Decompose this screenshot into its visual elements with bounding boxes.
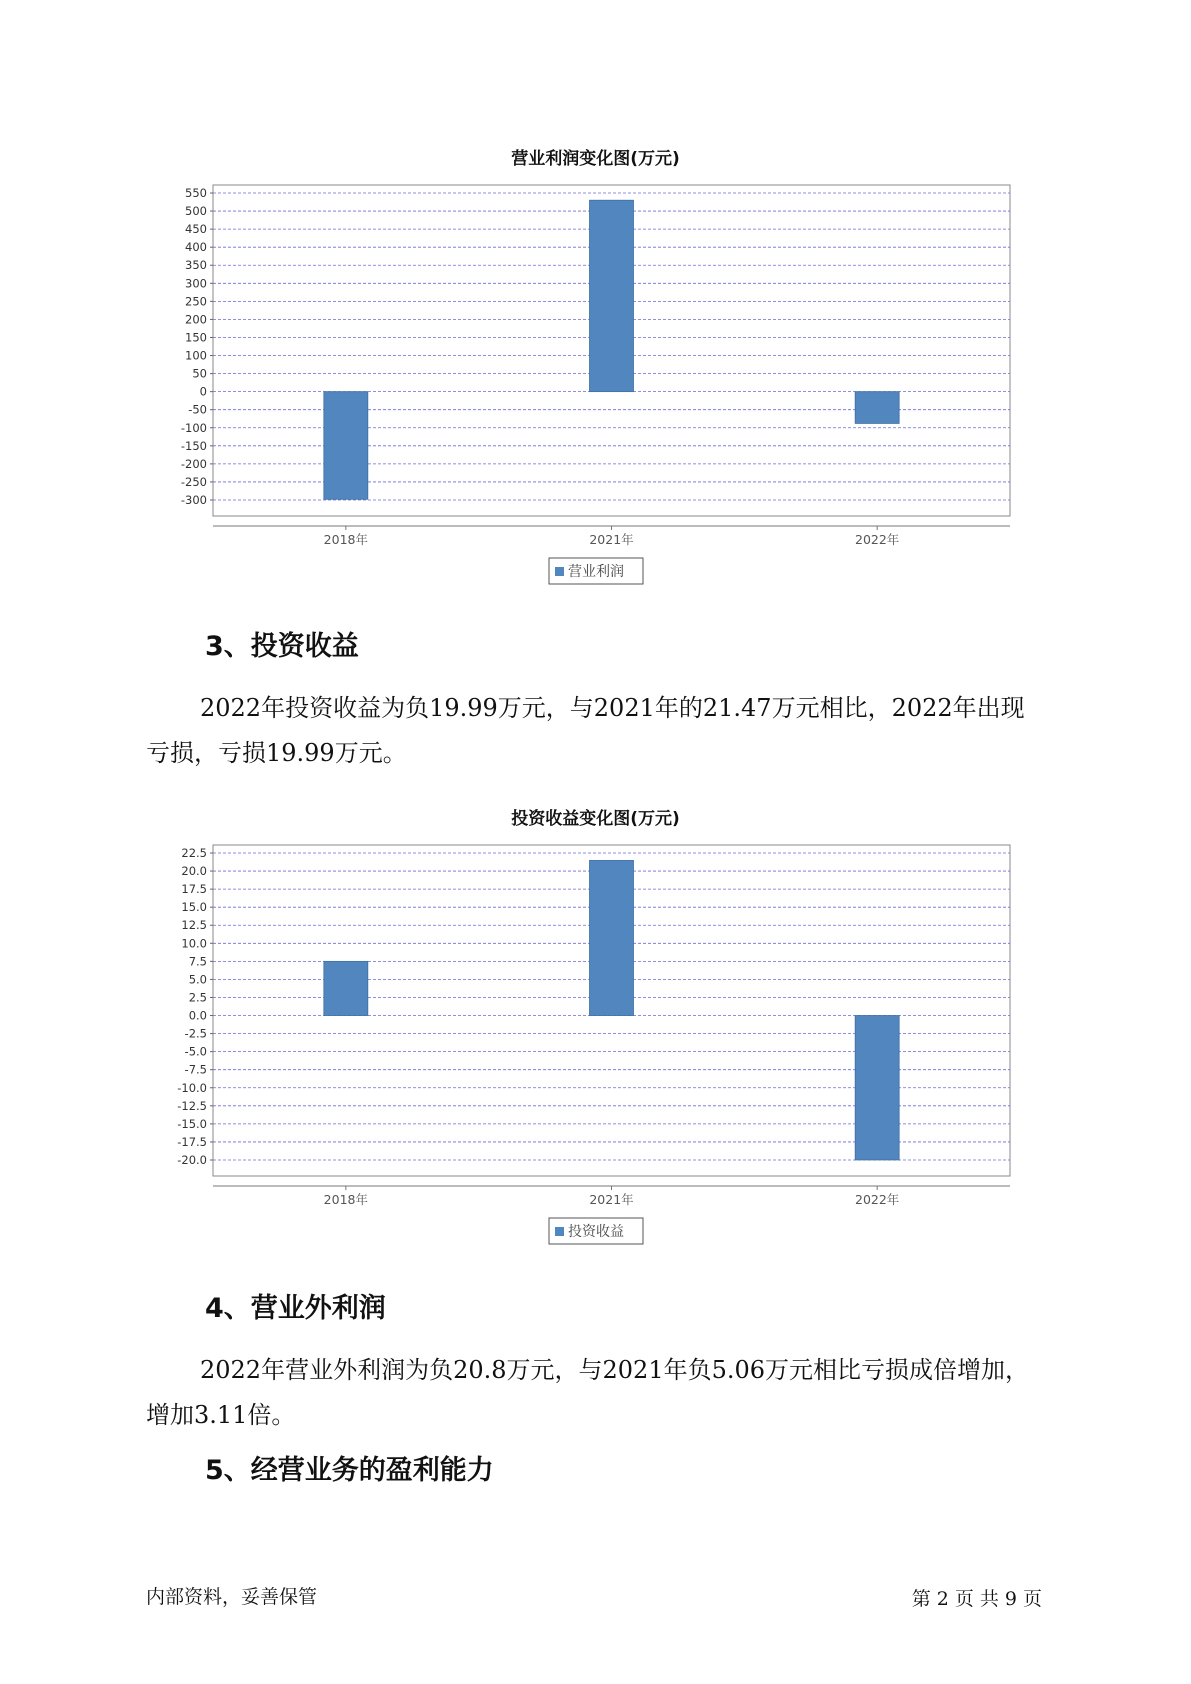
y-tick-label: -50 <box>188 402 207 417</box>
y-tick-label: 2.5 <box>188 990 207 1005</box>
footer-page-number <box>909 1584 1045 1611</box>
x-tick-label: 2021年 <box>589 532 634 547</box>
bar <box>855 392 899 424</box>
y-tick-label: 15.0 <box>181 900 207 915</box>
legend-swatch <box>555 1227 564 1236</box>
x-tick-label: 2022年 <box>855 532 900 547</box>
y-tick-label: 550 <box>185 186 207 200</box>
x-tick-label: 2021年 <box>589 1192 634 1207</box>
y-tick-label: 20.0 <box>181 864 207 879</box>
y-tick-label: -20.0 <box>177 1153 207 1167</box>
y-tick-label: 500 <box>185 204 207 219</box>
bar <box>324 392 368 500</box>
y-tick-label: -150 <box>180 438 207 453</box>
footer-confidential-note: 内部资料，妥善保管 <box>146 1586 318 1608</box>
y-tick-label: -250 <box>180 474 207 489</box>
section4-heading: 4、营业外利润 <box>205 1293 386 1324</box>
y-tick-label: 0.0 <box>188 1008 207 1023</box>
bar <box>324 961 368 1015</box>
page-current: 2 <box>936 1588 949 1610</box>
y-tick-label: -300 <box>180 493 207 507</box>
x-tick-label: 2022年 <box>855 1192 900 1207</box>
y-tick-label: -5.0 <box>184 1044 207 1059</box>
y-tick-label: 7.5 <box>188 954 207 969</box>
section5-heading: 5、经营业务的盈利能力 <box>205 1455 494 1486</box>
bar <box>590 860 634 1015</box>
bar <box>855 1016 899 1160</box>
y-tick-label: 10.0 <box>181 936 207 951</box>
y-tick-label: 0 <box>199 384 207 399</box>
y-tick-label: 450 <box>185 222 207 237</box>
page-mid: 页 共 <box>954 1588 999 1610</box>
legend-label: 营业利润 <box>568 564 624 580</box>
section4-paragraph: 2022年营业外利润为负20.8万元，与2021年负5.06万元相比亏损成倍增加，增加3.11倍。 <box>146 1356 1030 1429</box>
section3-heading: 3、投资收益 <box>205 631 359 662</box>
y-tick-label: 12.5 <box>181 918 207 933</box>
y-tick-label: -100 <box>180 420 207 435</box>
y-tick-label: 50 <box>192 366 207 381</box>
page-total: 9 <box>1004 1588 1017 1610</box>
y-tick-label: -200 <box>180 456 207 471</box>
y-tick-label: 200 <box>185 312 207 327</box>
x-tick-label: 2018年 <box>323 1192 368 1207</box>
y-tick-label: 5.0 <box>188 972 207 987</box>
y-tick-label: -17.5 <box>177 1134 207 1149</box>
y-tick-label: 150 <box>185 330 207 345</box>
page-suffix: 页 <box>1022 1588 1042 1610</box>
chart2-title: 投资收益变化图(万元) <box>511 809 680 829</box>
y-tick-label: 350 <box>185 258 207 273</box>
y-tick-label: -2.5 <box>184 1026 207 1041</box>
y-tick-label: 400 <box>185 240 207 255</box>
y-tick-label: 17.5 <box>181 882 207 897</box>
y-tick-label: 22.5 <box>181 846 207 860</box>
y-tick-label: 100 <box>185 348 207 363</box>
legend-label: 投资收益 <box>568 1224 624 1240</box>
investment-income-chart <box>0 828 1191 1258</box>
page-prefix: 第 <box>911 1588 931 1610</box>
chart1-title: 营业利润变化图(万元) <box>511 149 680 169</box>
legend-swatch <box>555 567 564 576</box>
section3-paragraph: 2022年投资收益为负19.99万元，与2021年的21.47万元相比，2022年出现亏损，亏损19.99万元。 <box>146 694 1025 767</box>
y-tick-label: -15.0 <box>177 1116 207 1131</box>
y-tick-label: -12.5 <box>177 1098 207 1113</box>
x-tick-label: 2018年 <box>323 532 368 547</box>
y-tick-label: 300 <box>185 276 207 291</box>
bar <box>590 200 634 391</box>
operating-profit-chart <box>0 168 1191 598</box>
y-tick-label: 250 <box>185 294 207 309</box>
y-tick-label: -10.0 <box>177 1080 207 1095</box>
y-tick-label: -7.5 <box>184 1062 207 1077</box>
